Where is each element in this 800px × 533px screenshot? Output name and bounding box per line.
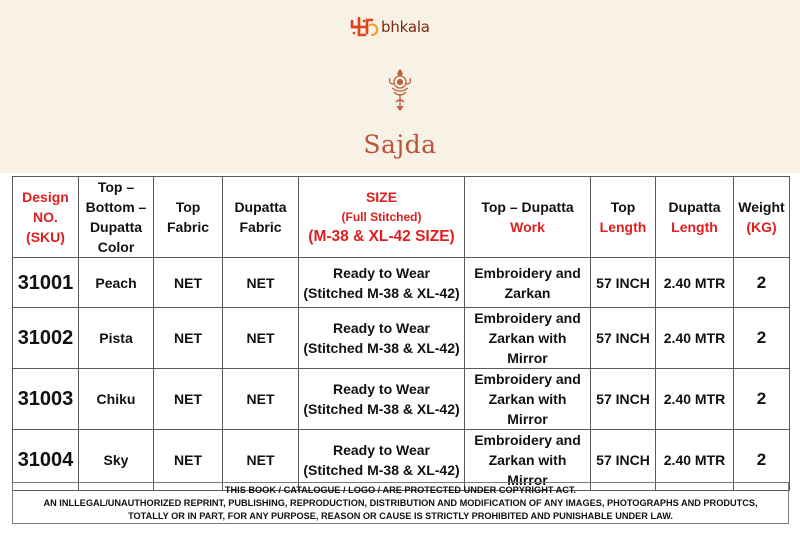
dupatta-length-cell: 2.40 MTR	[656, 258, 734, 308]
table-header-row	[13, 177, 790, 258]
brand-logo	[350, 14, 430, 40]
top-length-cell: 57 INCH	[591, 430, 656, 491]
header-dupatta-length: Dupatta Length	[656, 177, 734, 258]
sku-cell: 31001	[13, 258, 79, 308]
work-cell: Embroidery and Zarkan with Mirror	[465, 308, 591, 369]
catalog-title: Sajda	[363, 130, 437, 159]
header-dupatta-fabric: Dupatta Fabric	[223, 177, 299, 258]
top-length-cell: 57 INCH	[591, 258, 656, 308]
table-row	[13, 369, 790, 430]
weight-cell: 2	[734, 258, 790, 308]
sku-cell: 31003	[13, 369, 79, 430]
dupatta-length-cell: 2.40 MTR	[656, 369, 734, 430]
top-fabric-cell: NET	[154, 430, 223, 491]
table-row	[13, 258, 790, 308]
work-cell: Embroidery and Zarkan	[465, 258, 591, 308]
weight-cell: 2	[734, 430, 790, 491]
color-cell: Peach	[79, 258, 154, 308]
size-cell: Ready to Wear (Stitched M-38 & XL-42)	[299, 430, 465, 491]
size-cell: Ready to Wear (Stitched M-38 & XL-42)	[299, 308, 465, 369]
top-fabric-cell: NET	[154, 308, 223, 369]
catalog-header	[0, 0, 800, 173]
header-top-length: Top Length	[591, 177, 656, 258]
copyright-line: TOTALLY OR IN PART, FOR ANY PURPOSE, REASON OR CAUSE IS STRICTLY PROHIBITED AND PUNISHABLE UNDER LAW.	[128, 510, 673, 521]
dupatta-fabric-cell: NET	[223, 308, 299, 369]
size-cell: Ready to Wear (Stitched M-38 & XL-42)	[299, 258, 465, 308]
copyright-line: THIS BOOK / CATALOGUE / LOGO / ARE PROTECTED UNDER COPYRIGHT ACT.	[224, 484, 577, 495]
dupatta-fabric-cell: NET	[223, 258, 299, 308]
dupatta-length-cell: 2.40 MTR	[656, 308, 734, 369]
dupatta-fabric-cell: NET	[223, 430, 299, 491]
product-table	[12, 176, 790, 491]
top-fabric-cell: NET	[154, 369, 223, 430]
top-length-cell: 57 INCH	[591, 308, 656, 369]
copyright-line: AN INLLEGAL/UNAUTHORIZED REPRINT, PUBLISHING, REPRODUCTION, DISTRIBUTION AND MODIFICATION OF ANY IMAGES, PHOTOGRAPHS AND PRODUTCS,	[43, 497, 758, 508]
sku-cell: 31004	[13, 430, 79, 491]
swastika-emblem-icon	[350, 15, 380, 39]
header-weight: Weight (KG)	[734, 177, 790, 258]
header-top-fabric: Top Fabric	[154, 177, 223, 258]
top-fabric-cell: NET	[154, 258, 223, 308]
header-design-no: Design NO. (SKU)	[13, 177, 79, 258]
header-work: Top – Dupatta Work	[465, 177, 591, 258]
work-cell: Embroidery and Zarkan with Mirror	[465, 430, 591, 491]
weight-cell: 2	[734, 369, 790, 430]
dupatta-length-cell: 2.40 MTR	[656, 430, 734, 491]
dupatta-fabric-cell: NET	[223, 369, 299, 430]
logo-text: bhkala	[381, 18, 430, 36]
table-row	[13, 308, 790, 369]
work-cell: Embroidery and Zarkan with Mirror	[465, 369, 591, 430]
header-size: SIZE (Full Stitched) (M-38 & XL-42 SIZE)	[299, 177, 465, 258]
sku-cell: 31002	[13, 308, 79, 369]
color-cell: Sky	[79, 430, 154, 491]
floral-ornament-icon	[384, 68, 416, 112]
copyright-notice	[12, 482, 789, 524]
color-cell: Pista	[79, 308, 154, 369]
weight-cell: 2	[734, 308, 790, 369]
color-cell: Chiku	[79, 369, 154, 430]
header-color: Top – Bottom – Dupatta Color	[79, 177, 154, 258]
size-cell: Ready to Wear (Stitched M-38 & XL-42)	[299, 369, 465, 430]
top-length-cell: 57 INCH	[591, 369, 656, 430]
